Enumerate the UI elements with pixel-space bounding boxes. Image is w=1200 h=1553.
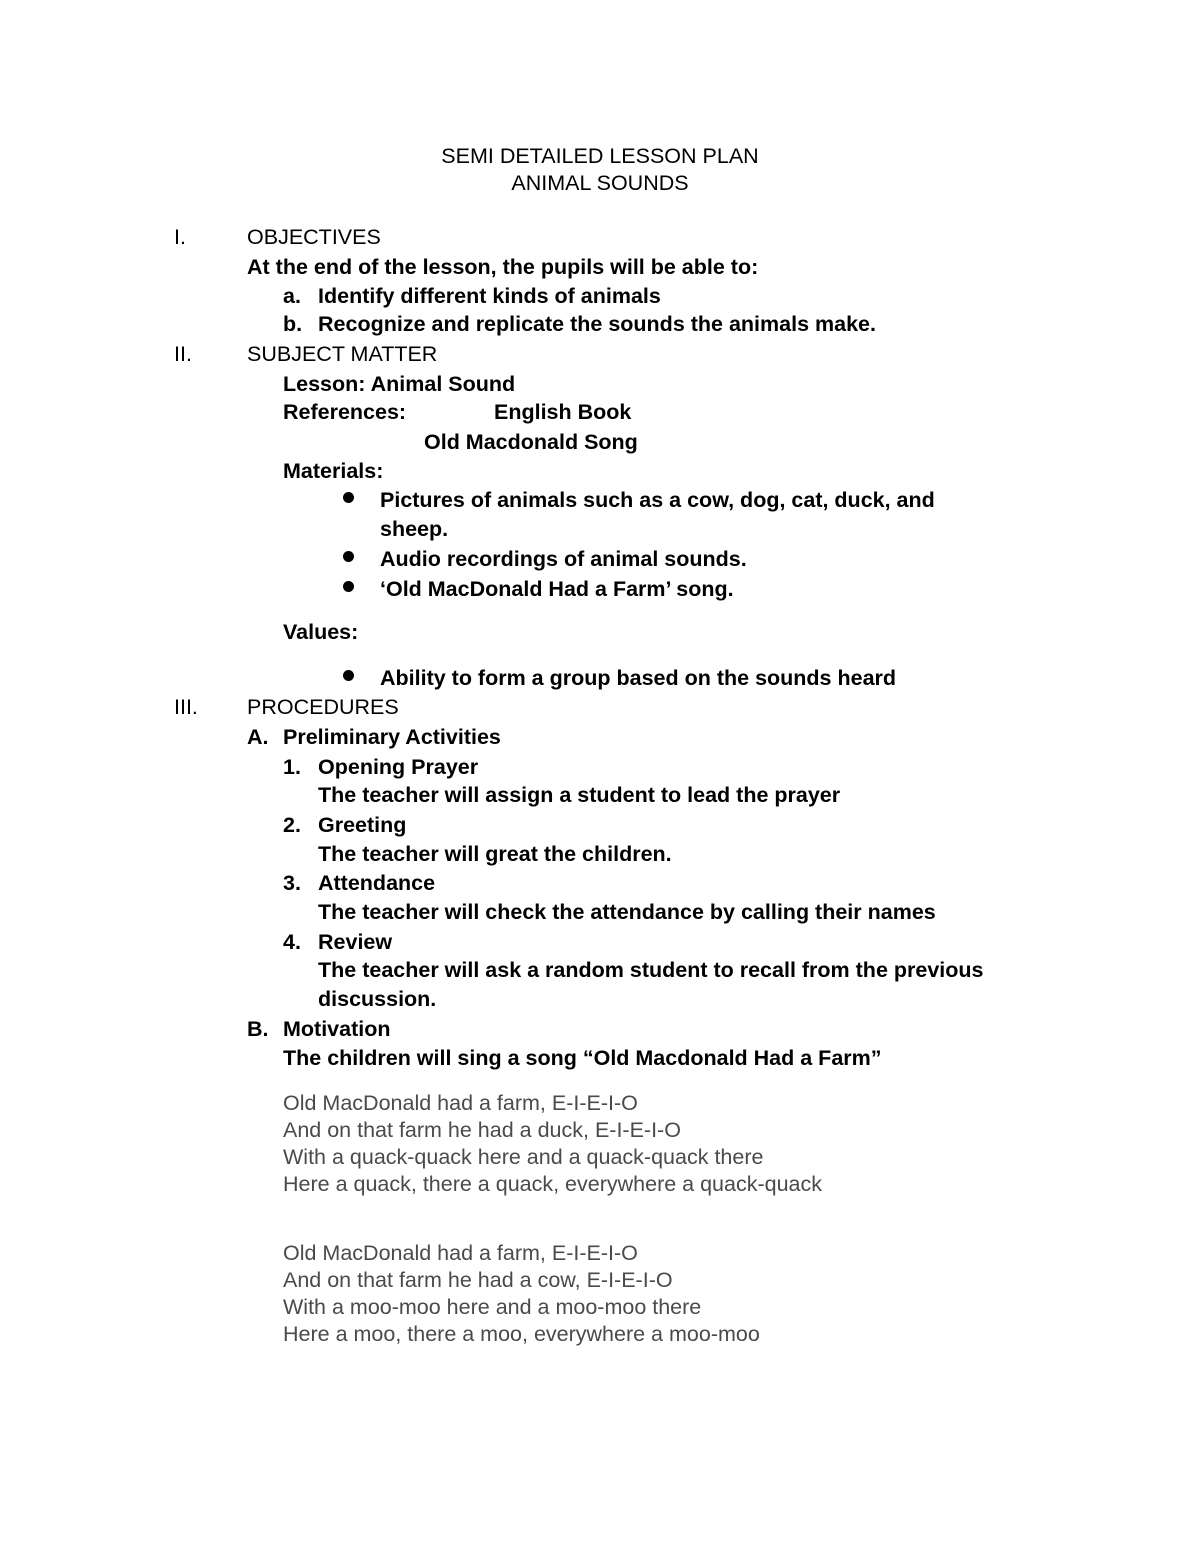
step-description: The teacher will great the children.	[318, 842, 672, 866]
step-number: 4.	[283, 930, 301, 954]
material-item: ‘Old MacDonald Had a Farm’ song.	[380, 577, 734, 601]
step-title: Review	[318, 930, 393, 954]
reference-item: English Book	[494, 400, 632, 424]
objective-item: Identify different kinds of animals	[318, 284, 661, 308]
objectives-heading: OBJECTIVES	[247, 225, 381, 249]
step-title: Greeting	[318, 813, 407, 837]
procedure-section-title: Motivation	[283, 1017, 391, 1041]
lesson-line: Lesson: Animal Sound	[283, 372, 516, 396]
step-title: Attendance	[318, 871, 436, 895]
subject-matter-heading: SUBJECT MATTER	[247, 342, 438, 366]
material-item: Audio recordings of animal sounds.	[380, 547, 747, 571]
section-numeral-procedures: III.	[174, 695, 198, 719]
references-label: References:	[283, 400, 407, 424]
step-description-continuation: discussion.	[318, 987, 437, 1011]
procedure-section-letter: B.	[247, 1017, 269, 1041]
materials-label: Materials:	[283, 459, 384, 483]
procedures-heading: PROCEDURES	[247, 695, 399, 719]
step-number: 1.	[283, 755, 301, 779]
step-number: 2.	[283, 813, 301, 837]
material-item-continuation: sheep.	[380, 517, 449, 541]
document-subtitle: ANIMAL SOUNDS	[511, 171, 689, 195]
song-lyric-line: Here a quack, there a quack, everywhere a quack-quack	[283, 1172, 822, 1196]
reference-item: Old Macdonald Song	[424, 430, 638, 454]
material-item: Pictures of animals such as a cow, dog, cat, duck, and	[380, 488, 935, 512]
objective-letter: b.	[283, 312, 303, 336]
song-lyric-line: With a moo-moo here and a moo-moo there	[283, 1295, 702, 1319]
step-description: The teacher will assign a student to lead the prayer	[318, 783, 841, 807]
procedure-section-letter: A.	[247, 725, 269, 749]
section-numeral-objectives: I.	[174, 225, 186, 249]
step-description: The teacher will check the attendance by calling their names	[318, 900, 936, 924]
objective-letter: a.	[283, 284, 301, 308]
song-lyric-line: With a quack-quack here and a quack-quack there	[283, 1145, 764, 1169]
objectives-intro: At the end of the lesson, the pupils will be able to:	[247, 255, 759, 279]
bullet-icon	[343, 492, 354, 503]
section-numeral-subject-matter: II.	[174, 342, 192, 366]
bullet-icon	[343, 670, 354, 681]
song-lyric-line: Old MacDonald had a farm, E-I-E-I-O	[283, 1091, 638, 1115]
song-lyric-line: And on that farm he had a cow, E-I-E-I-O	[283, 1268, 673, 1292]
song-lyric-line: Here a moo, there a moo, everywhere a moo-moo	[283, 1322, 760, 1346]
objective-item: Recognize and replicate the sounds the animals make.	[318, 312, 876, 336]
motivation-description: The children will sing a song “Old Macdonald Had a Farm”	[283, 1046, 882, 1070]
value-item: Ability to form a group based on the sounds heard	[380, 666, 897, 690]
bullet-icon	[343, 551, 354, 562]
bullet-icon	[343, 581, 354, 592]
song-lyric-line: And on that farm he had a duck, E-I-E-I-O	[283, 1118, 681, 1142]
step-title: Opening Prayer	[318, 755, 479, 779]
values-label: Values:	[283, 620, 359, 644]
step-number: 3.	[283, 871, 301, 895]
procedure-section-title: Preliminary Activities	[283, 725, 501, 749]
song-lyric-line: Old MacDonald had a farm, E-I-E-I-O	[283, 1241, 638, 1265]
document-title: SEMI DETAILED LESSON PLAN	[441, 144, 759, 168]
step-description: The teacher will ask a random student to recall from the previous	[318, 958, 984, 982]
